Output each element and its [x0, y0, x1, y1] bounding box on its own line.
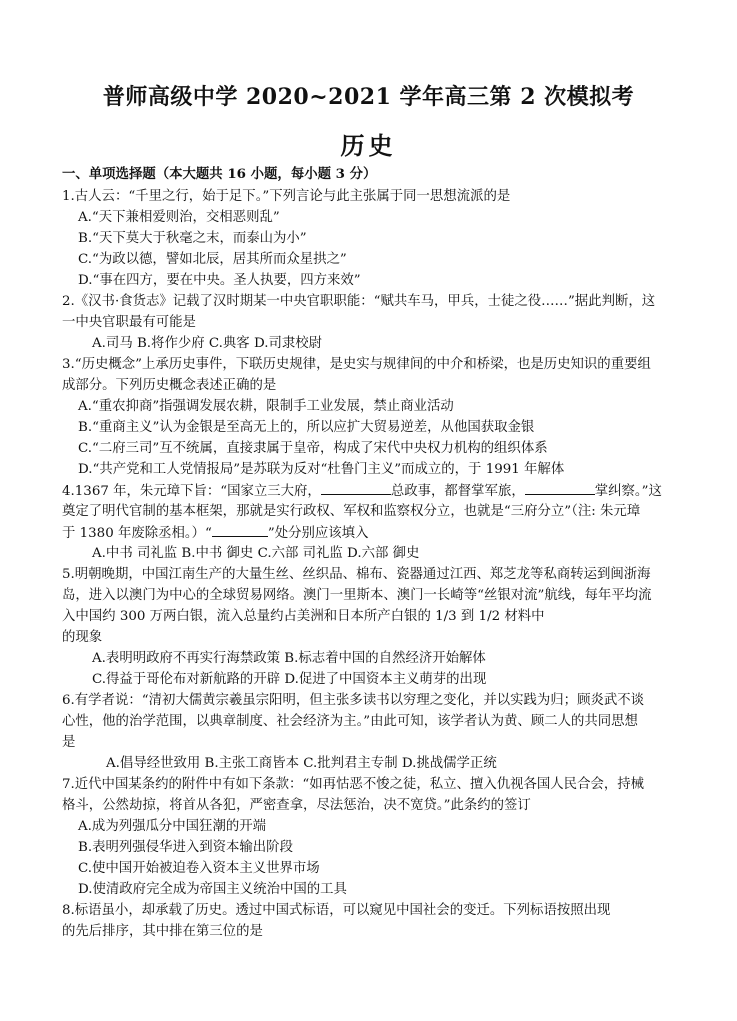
- question-4-stem: [62, 480, 682, 502]
- question-4-options: A.中书 司礼监 B.中书 御史 C.六部 司礼监 D.六部 御史: [92, 546, 420, 561]
- question-4-stem-part-3: 掌纠察。”这: [594, 484, 662, 499]
- question-3-option-a: A.“重农抑商”指强调发展农耕，限制手工业发展，禁止商业活动: [78, 399, 454, 414]
- question-3-option-d: D.“共产党和工人党情报局”是苏联为反对“杜鲁门主义”而成立的，于 1991 年解体: [78, 462, 565, 477]
- question-8-stem: 8.标语虽小，却承载了历史。透过中国式标语，可以窥见中国社会的变迁。下列标语按照出现: [62, 903, 611, 918]
- question-7-option-a: A.成为列强瓜分中国狂潮的开端: [78, 819, 267, 834]
- question-4-stem-cont: 奠定了明代官制的基本框架，那就是实行政权、军权和监察权分立，也就是“三府分立”（注: 朱元璋: [62, 504, 641, 519]
- answer-blank: [321, 480, 391, 495]
- question-1-stem: 1.古人云：“千里之行，始于足下。”下列言论与此主张属于同一思想流派的是: [62, 189, 511, 204]
- question-5-stem: 5.明朝晚期，中国江南生产的大量生丝、丝织品、棉布、瓷器通过江西、郑芝龙等私商转运到闽浙海: [62, 567, 651, 582]
- question-2-options: A.司马 B.将作少府 C.典客 D.司隶校尉: [92, 336, 323, 351]
- question-5-options-cd: C.得益于哥伦布对新航路的开辟 D.促进了中国资本主义萌芽的出现: [92, 672, 487, 687]
- question-7-option-c: C.使中国开始被迫卷入资本主义世界市场: [78, 861, 320, 876]
- question-3-option-b: B.“重商主义”认为金银是至高无上的，所以应扩大贸易逆差，从他国获取金银: [78, 420, 535, 435]
- question-7-option-d: D.使清政府完全成为帝国主义统治中国的工具: [78, 882, 347, 897]
- question-6-options: A.倡导经世致用 B.主张工商皆本 C.批判君主专制 D.挑战儒学正统: [106, 756, 497, 771]
- question-6-stem-cont: 心性，他的治学范围，以典章制度、社会经济为主。”由此可知，该学者认为黄、顾二人的共同思想: [62, 714, 638, 729]
- question-8-stem-cont: 的先后排序，其中排在第三位的是: [62, 924, 263, 939]
- answer-blank: [212, 522, 268, 537]
- question-1-option-d: D.“事在四方，要在中央。圣人执要，四方来效”: [78, 273, 361, 288]
- question-3-stem: 3.“历史概念”上承历史事件，下联历史规律，是史实与规律间的中介和桥梁，也是历史知识的重要组: [62, 357, 651, 372]
- subject-title: 历史: [340, 131, 397, 160]
- question-2-stem-cont: 一中央官职最有可能是: [62, 315, 196, 330]
- question-3-option-c: C.“二府三司”互不统属，直接隶属于皇帝，构成了宋代中央权力机构的组织体系: [78, 441, 548, 456]
- question-4-stem-part-2: 总政事，都督掌军旅，: [390, 484, 525, 499]
- question-4-stem-cont-2: [62, 522, 682, 544]
- question-1-option-b: B.“天下莫大于秋毫之末，而泰山为小”: [78, 231, 307, 246]
- question-7-stem-cont: 格斗，公然劫掠，将首从各犯，严密查拿，尽法惩治，决不宽贷。”此条约的签订: [62, 798, 531, 813]
- question-3-stem-cont: 成部分。下列历史概念表述正确的是: [62, 378, 277, 393]
- question-2-stem: 2.《汉书·食货志》记载了汉时期某一中央官职职能：“赋共车马，甲兵，士徒之役……”据此判断，这: [62, 294, 656, 309]
- question-5-stem-cont: 岛，进入以澳门为中心的全球贸易网络。澳门一里斯本、澳门一长崎等“丝银对流”航线，每年平均流: [62, 588, 652, 603]
- question-7-stem: 7.近代中国某条约的附件中有如下条款：“如再怙恶不悛之徒，私立、擅入仇视各国人民合会，持械: [62, 777, 645, 792]
- question-6-stem-cont-2: 是: [62, 735, 76, 750]
- question-1-option-a: A.“天下兼相爱则治，交相恶则乱”: [78, 210, 280, 225]
- question-5-options-ab: A.表明明政府不再实行海禁政策 B.标志着中国的自然经济开始解体: [92, 651, 486, 666]
- question-7-option-b: B.表明列强侵华进入到资本输出阶段: [78, 840, 293, 855]
- answer-blank: [525, 480, 595, 495]
- question-5-stem-cont-2: 入中国约 300 万两白银，流入总量约占美洲和日本所产白银的 1/3 到 1/2 材料中: [62, 609, 545, 624]
- question-5-stem-cont-3: 的现象: [62, 630, 103, 645]
- question-4-stem-part-5: ”处分别应该填入: [267, 526, 369, 541]
- section-heading: 一、单项选择题（本大题共 16 小题，每小题 3 分）: [62, 166, 377, 182]
- question-4-stem-part-1: 4.1367 年，朱元璋下旨：“国家立三大府，: [62, 484, 321, 499]
- exam-title: 普师高级中学 2020~2021 学年高三第 2 次模拟考: [102, 84, 635, 110]
- question-4-stem-part-4: 于 1380 年废除丞相。）“: [62, 526, 212, 541]
- question-6-stem: 6.有学者说：“清初大儒黄宗羲虽宗阳明，但主张多读书以穷理之变化，并以实践为归；顾炎武不谈: [62, 693, 645, 708]
- question-1-option-c: C.“为政以德，譬如北辰，居其所而众星拱之”: [78, 252, 347, 267]
